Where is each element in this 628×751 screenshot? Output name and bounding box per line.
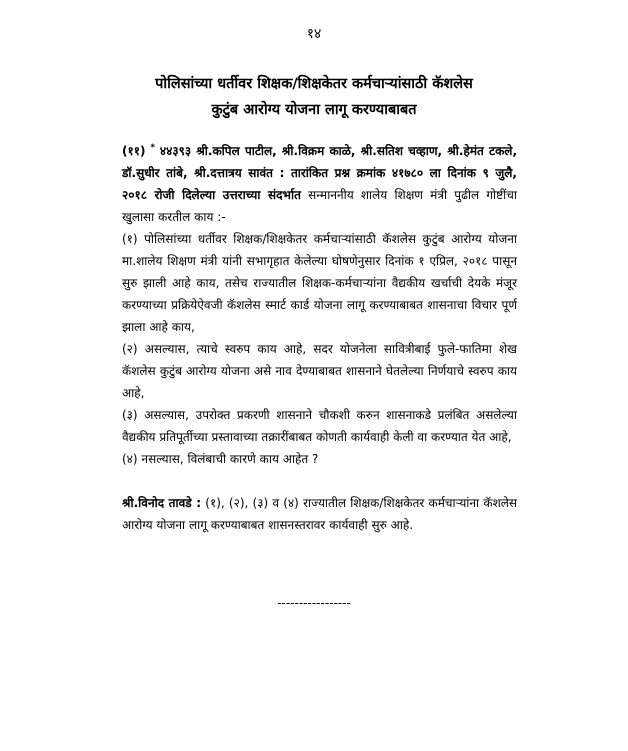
- question-intro: सन्माननीय शालेय शिक्षण मंत्री पुढील गोष्टींचा खुलासा करतील काय :-: [122, 188, 517, 224]
- title-line-1: पोलिसांच्या धर्तीवर शिक्षक/शिक्षकेतर कर्मचाऱ्यांसाठी कॅशलेस: [155, 76, 473, 92]
- question-item-2: (२) असल्यास, त्याचे स्वरुप काय आहे, सदर योजनेला सावित्रीबाई फुले-फातिमा शेख कॅशलेस कुटुंब आरोग्य योजना असे नाव देण्याबाबत शासनाने घेतलेल्या निर्णयाचे स्वरुप काय आहे,: [122, 342, 517, 400]
- starred-marker: *: [150, 143, 156, 153]
- question-block: [122, 140, 517, 228]
- question-item-1: (१) पोलिसांच्या धर्तीवर शिक्षक/शिक्षकेतर कर्मचाऱ्यांसाठी कॅशलेस कुटुंब आरोग्य योजना मा.शालेय शिक्षण मंत्री यांनी सभागृहात केलेल्या घोषणेनुसार दिनांक १ एप्रिल, २०१८ पासून सुरु झाली आहे काय, तसेच राज्यातील शिक्षक-कर्मचाऱ्यांना वैद्यकीय खर्चाची देयके मंजूर करण्याच्या प्रक्रियेऐवजी कॅशलेस स्मार्ट कार्ड योजना लागू करण्याबाबत शासनाचा विचार पूर्ण झाला आहे काय,: [122, 232, 517, 334]
- question-number: (११): [122, 144, 146, 158]
- document-body: [122, 140, 517, 536]
- answer-block: [122, 492, 517, 536]
- question-item-4: (४) नसल्यास, विलंबाची कारणे काय आहेत ?: [122, 452, 319, 466]
- answer-speaker: श्री.विनोद तावडे :: [122, 496, 202, 510]
- title-line-2: कुटुंब आरोग्य योजना लागू करण्याबाबत: [211, 102, 417, 118]
- end-divider: -----------------: [277, 596, 351, 610]
- answer-text: (१), (२), (३) व (४) राज्यातील शिक्षक/शिक्षकेतर कर्मचाऱ्यांना कॅशलेस आरोग्य योजना लागू करण्याबाबत शासनस्तरावर कार्यवाही सुरु आहे.: [122, 496, 517, 532]
- page-number: १४: [306, 26, 322, 42]
- question-heading: ४४३९३ श्री.कपिल पाटील, श्री.विक्रम काळे, श्री.सतिश चव्हाण, श्री.हेमंत टकले, डॉ.सुधीर तांबे, श्री.दत्तात्रय सावंत : तारांकित प्रश्न क्रमांक ४१७८० ला दिनांक ९ जुलै, २०१८ रोजी दिलेल्या उत्तराच्या संदर्भात: [122, 144, 517, 202]
- question-item-3: (३) असल्यास, उपरोक्त प्रकरणी शासनाने चौकशी करुन शासनाकडे प्रलंबित असलेल्या वैद्यकीय प्रतिपूर्तीच्या प्रस्तावाच्या तक्रारींबाबत कोणती कार्यवाही केली वा करण्यात येत आहे,: [122, 408, 517, 444]
